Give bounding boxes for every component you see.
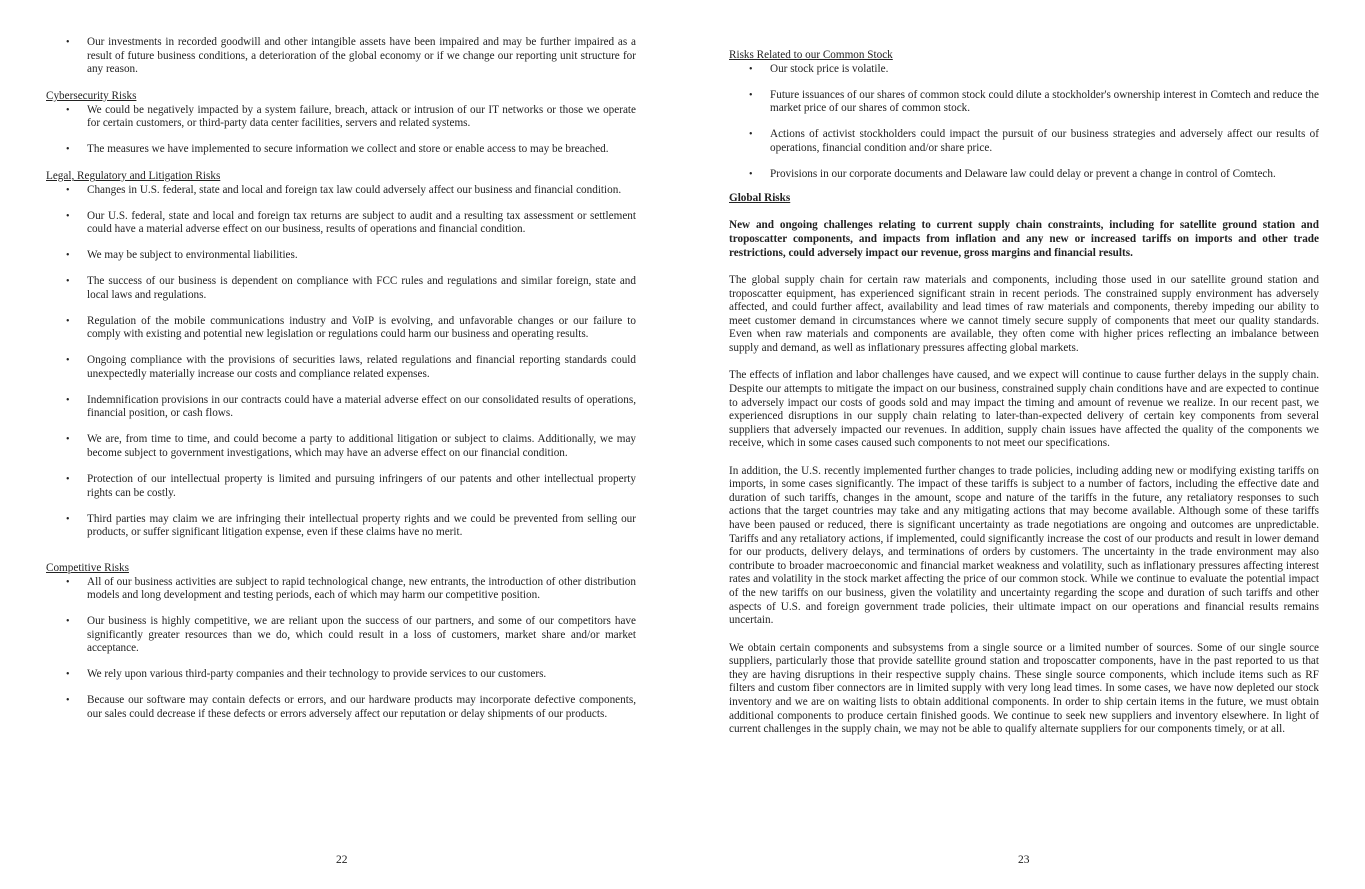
right-page [729, 0, 1319, 889]
list-item: • Our business is highly competitive, we are reliant upon the success of our partners, and some of our competitors have significantly greater resources than we do, which could result in a loss of customers, market share and/or market acceptance. [46, 615, 636, 656]
left-page [46, 0, 636, 889]
page-number: 22 [336, 854, 348, 866]
section-heading-cybersecurity: Cybersecurity Risks [46, 90, 137, 102]
body-paragraph: The global supply chain for certain raw materials and components, including those used in our satellite ground station and troposcatter equipment, has experienced significant strain in recent periods. The constrained supply environment has adversely affected, and could further affect, availability and lead times of raw materials and components, thereby impeding our ability to meet customer demand in circumstances where we cannot timely secure supply of components that meet our quality standards. Even when raw materials and components are available, they often come with higher prices reflecting an imbalance between supply and demand, as well as inflationary pressures affecting global markets. [729, 273, 1319, 354]
intro-risk-list [46, 36, 636, 77]
list-item: • We rely upon various third-party companies and their technology to provide services to our customers. [46, 668, 636, 682]
list-item: • Because our software may contain defects or errors, and our hardware products may incorporate defective components, our sales could decrease if these defects or errors adversely affect our reputation or delay shipments of our products. [46, 694, 636, 721]
section-heading-competitive: Competitive Risks [46, 562, 129, 574]
cybersecurity-risk-list [46, 104, 636, 157]
list-item: • Our U.S. federal, state and local and foreign tax returns are subject to audit and a resulting tax assessment or settlement could have a material adverse effect on our business, results of operations and financial condition. [46, 210, 636, 237]
list-item: • We may be subject to environmental liabilities. [46, 249, 636, 263]
list-item: • Third parties may claim we are infringing their intellectual property rights and we could be prevented from selling our products, or suffer significant litigation expense, even if these claims have no merit. [46, 513, 636, 540]
list-item: • Ongoing compliance with the provisions of securities laws, related regulations and financial reporting standards could unexpectedly materially increase our costs and compliance related expenses. [46, 354, 636, 381]
global-risks-section [729, 192, 1319, 751]
section-heading-legal: Legal, Regulatory and Litigation Risks [46, 170, 221, 182]
list-item: • Actions of activist stockholders could impact the pursuit of our business strategies and adversely affect our results of operations, financial condition and/or share price. [729, 128, 1319, 155]
list-item: • All of our business activities are subject to rapid technological change, new entrants, the introduction of other distribution models and long development and testing periods, each of which may harm our competitive position. [46, 576, 636, 603]
legal-section [46, 170, 636, 540]
list-item: • Provisions in our corporate documents and Delaware law could delay or prevent a change in control of Comtech. [729, 168, 1319, 182]
list-item: • Indemnification provisions in our contracts could have a material adverse effect on our consolidated results of operations, financial position, or cash flows. [46, 394, 636, 421]
page-number: 23 [1018, 854, 1030, 866]
section-heading-global: Global Risks [729, 192, 791, 204]
body-paragraph: The effects of inflation and labor challenges have caused, and we expect will continue to cause further delays in the supply chain. Despite our attempts to mitigate the impact on our business, constrained supply chain conditions have and are expected to continue to adversely impact our costs of goods sold and may impact the timing and amount of revenue we realize. In our recent past, we experienced disruptions in our supply chain relating to later-than-expected delivery of certain key components from several suppliers that adversely impacted our revenues. In addition, supply chain issues have affected the quality of the components we receive, which in some cases caused such components to not meet our specifications. [729, 369, 1319, 450]
list-item: • Our stock price is volatile. [729, 63, 1319, 77]
legal-risk-list [46, 184, 636, 540]
common-stock-risk-list [729, 63, 1319, 182]
list-item: • Future issuances of our shares of common stock could dilute a stockholder's ownership interest in Comtech and reduce the market price of our shares of common stock. [729, 89, 1319, 116]
list-item: • The success of our business is dependent on compliance with FCC rules and regulations and similar foreign, state and local laws and regulations. [46, 275, 636, 302]
competitive-risk-list [46, 576, 636, 722]
list-item: • Regulation of the mobile communications industry and VoIP is evolving, and unfavorable changes or our failure to comply with existing and potential new legislation or regulations could harm our business and operating results. [46, 315, 636, 342]
list-item: • We are, from time to time, and could become a party to additional litigation or subject to claims. Additionally, we may become subject to government investigations, which may have an adverse effect on our financial condition. [46, 433, 636, 460]
common-stock-section [729, 49, 1319, 181]
section-heading-common-stock: Risks Related to our Common Stock [729, 49, 893, 61]
list-item: • The measures we have implemented to secure information we collect and store or enable access to may be breached. [46, 143, 636, 157]
body-paragraph: We obtain certain components and subsystems from a single source or a limited number of sources. Some of our single source suppliers, particularly those that provide satellite ground station and troposcatter components, have in the past reported to us that they are having disruptions in their respective supply chains. These single source components, which include items such as RF filters and custom fiber connectors are in limited supply with very long lead times. In some cases, we have now depleted our stock inventory and we are on waiting lists to obtain additional components. In order to ship certain items in the future, we must obtain additional components to produce certain finished goods. We continue to seek new suppliers and inventory elsewhere. In light of current challenges in the supply chain, we may not be able to qualify alternate suppliers for our components timely, or at all. [729, 641, 1319, 736]
list-item: • Our investments in recorded goodwill and other intangible assets have been impaired and may be further impaired as a result of future business conditions, a deterioration of the global economy or if we change our reporting unit structure for any reason. [46, 36, 636, 77]
body-paragraph: In addition, the U.S. recently implemented further changes to trade policies, including adding new or modifying existing tariffs on imports, in some cases significantly. The impact of these tariffs is subject to a number of factors, including the effective date and duration of such tariffs, changes in the amount, scope and nature of the tariffs in the future, any retaliatory responses to such actions that the target countries may take and any mitigating actions that may become available. Although some of these tariffs have been paused or reduced, there is significant uncertainty as trade negotiations are ongoing and outcomes are unpredictable. Tariffs and any retaliatory actions, if implemented, could significantly increase the cost of our products and result in lower demand for our products, delivery delays, and terminations of orders by customers. The uncertainty in the trade environment may also contribute to broader macroeconomic and financial market weakness and volatility, such as inflationary pressures affecting interest rates and volatility in the stock market affecting the price of our common stock. While we continue to evaluate the potential impact of the new tariffs on our business, given the volatility and uncertainty regarding the scope and duration of such tariffs and other aspects of U.S. and foreign government trade policies, their ultimate impact on our operations and financial results remains uncertain. [729, 464, 1319, 627]
list-item: • Protection of our intellectual property is limited and pursuing infringers of our patents and other intellectual property rights can be costly. [46, 473, 636, 500]
list-item: • We could be negatively impacted by a system failure, breach, attack or intrusion of our IT networks or those we operate for certain customers, or third-party data center facilities, servers and related systems. [46, 104, 636, 131]
list-item: • Changes in U.S. federal, state and local and foreign tax law could adversely affect our business and financial condition. [46, 184, 636, 198]
intro-section [46, 36, 636, 77]
global-risk-summary: New and ongoing challenges relating to current supply chain constraints, including for satellite ground station and troposcatter components, and impacts from inflation and any new or increased tariffs on imports and other trade restrictions, could adversely impact our revenue, gross margins and financial results. [729, 219, 1319, 259]
cybersecurity-section [46, 90, 636, 157]
competitive-section [46, 562, 636, 722]
